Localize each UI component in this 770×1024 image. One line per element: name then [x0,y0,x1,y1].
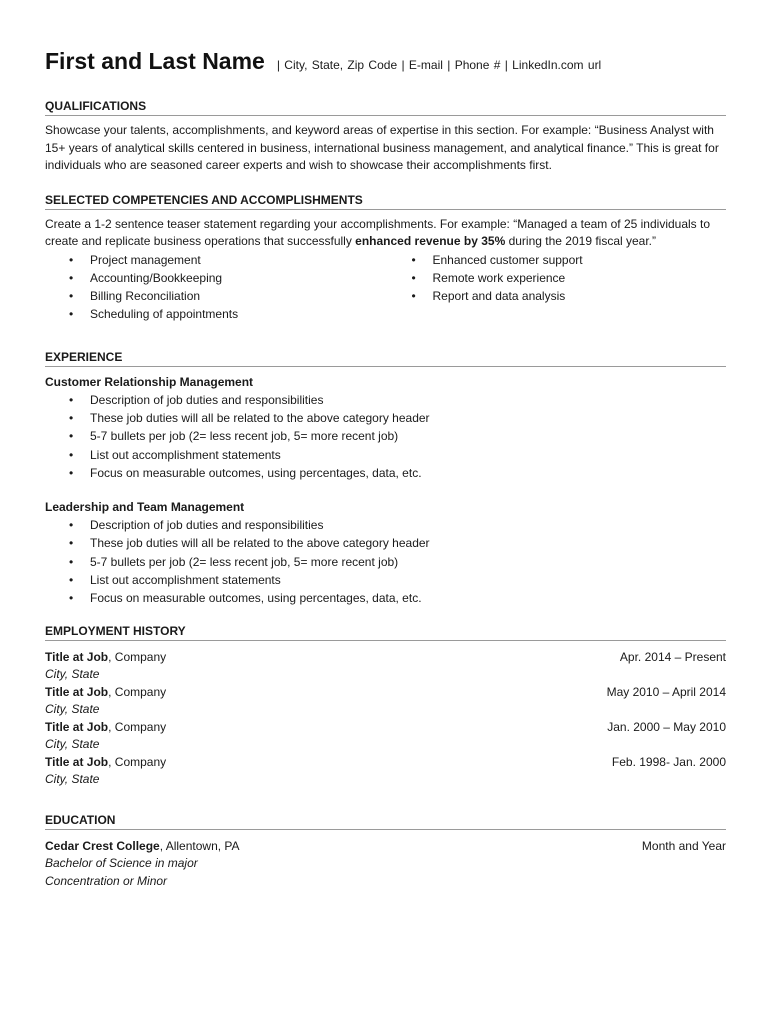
list-item: • Scheduling of appointments [45,305,386,323]
employment-list [45,649,726,789]
job-company: , Company [108,649,167,664]
job-title: Title at Job [45,719,109,734]
job-row [45,719,726,737]
list-item: • List out accomplishment statements [45,571,726,589]
list-item: • These job duties will all be related to the above category header [45,534,726,552]
list-item: • Report and data analysis [386,287,727,305]
competencies-bullets [45,251,726,324]
job-location: City, State [45,772,100,787]
competencies-text [45,216,726,251]
job-dates: May 2010 – April 2014 [606,684,726,699]
concentration: Concentration or Minor [45,873,168,888]
competencies-text-bold: enhanced revenue by 35% [355,234,506,248]
experience-heading: EXPERIENCE [45,350,726,367]
qualifications-text: Showcase your talents, accomplishments, and keyword areas of expertise in this section. For example: “Business Analyst with 15+ years of analytical skills centered in business, international business management, and analytical finance.” This is great for individuals who are seasoned career experts and wish to showcase their accomplishments first. [45,123,719,172]
job-dates: Jan. 2000 – May 2010 [607,719,726,734]
job-row [45,684,726,702]
job-company: , Company [108,684,167,699]
education-row [45,838,726,856]
list-item: • These job duties will all be related to the above category header [45,409,726,427]
list-item: • List out accomplishment statements [45,446,726,464]
job-location: City, State [45,702,100,717]
job-row [45,754,726,772]
job-title: Title at Job [45,649,109,664]
employment-heading: EMPLOYMENT HISTORY [45,624,726,641]
job-title: Title at Job [45,754,109,769]
list-item: • 5-7 bullets per job (2= less recent job, 5= more recent job) [45,427,726,445]
job-dates: Apr. 2014 – Present [619,649,726,664]
list-item: • Project management [45,251,386,269]
list-item: • Focus on measurable outcomes, using percentages, data, etc. [45,589,726,607]
competencies-text-before: Create a 1-2 sentence teaser statement regarding your accomplishments. For example: “Managed a team of 25 individuals to create and replicate business operations that successfully [45,216,711,248]
list-item: • Enhanced customer support [386,251,727,269]
job-row [45,649,726,667]
list-item: • Description of job duties and responsibilities [45,516,726,534]
education-date: Month and Year [641,838,726,853]
experience-block [45,498,726,607]
job-location: City, State [45,737,100,752]
job-location: City, State [45,667,100,682]
resume-page [45,48,726,890]
experience-title: Leadership and Team Management [45,500,245,515]
qualifications-heading: QUALIFICATIONS [45,99,726,116]
competencies-left-column [45,251,386,324]
list-item: • Description of job duties and responsibilities [45,391,726,409]
education-entry [45,838,726,891]
job-dates: Feb. 1998- Jan. 2000 [611,754,726,769]
degree: Bachelor of Science in major [45,856,198,871]
competencies-right-column [386,251,727,324]
list-item: • Focus on measurable outcomes, using percentages, data, etc. [45,464,726,482]
resume-header [45,48,726,75]
job-company: , Company [108,754,167,769]
list-item: • Accounting/Bookkeeping [45,269,386,287]
experience-title: Customer Relationship Management [45,374,254,389]
full-name: First and Last Name [45,48,265,74]
school-name: Cedar Crest College [45,838,160,853]
competencies-heading: SELECTED COMPETENCIES AND ACCOMPLISHMENTS [45,193,726,210]
education-heading: EDUCATION [45,813,726,830]
list-item: • Remote work experience [386,269,727,287]
list-item: • 5-7 bullets per job (2= less recent job, 5= more recent job) [45,553,726,571]
job-title: Title at Job [45,684,109,699]
competencies-text-after: during the 2019 fiscal year.” [505,234,657,248]
job-company: , Company [108,719,167,734]
contact-line: | City, State, Zip Code | E-mail | Phone # | LinkedIn.com url [276,58,602,72]
experience-block [45,373,726,482]
list-item: • Billing Reconciliation [45,287,386,305]
school-location: , Allentown, PA [159,838,240,853]
